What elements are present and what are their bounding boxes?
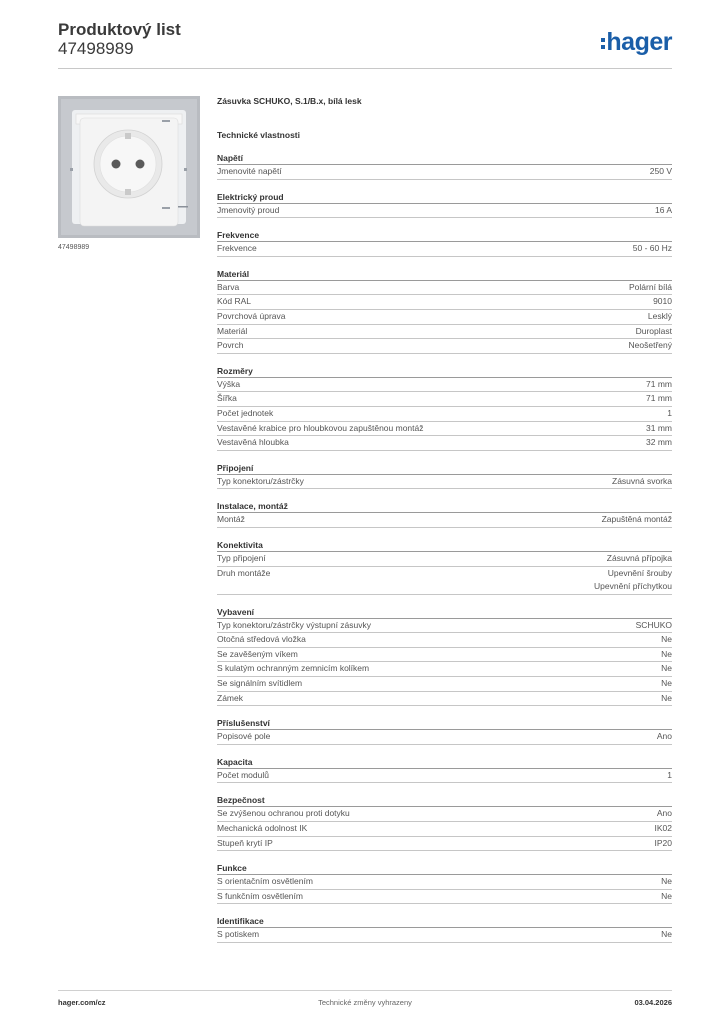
document-title: Produktový list [58,20,181,39]
group-spacer [217,180,672,190]
spec-value: Ne [661,692,672,703]
spec-row [217,677,672,692]
spec-row [217,204,672,219]
spec-label: Montáž [217,514,245,525]
spec-value: 50 - 60 Hz [632,243,672,254]
spec-value: 1 [667,769,672,780]
spec-row [217,692,672,707]
spec-group-title: Bezpečnost [217,793,672,807]
group-spacer [217,218,672,228]
spec-group [217,151,672,180]
spec-row [217,567,672,595]
group-spacer [217,904,672,914]
spec-group [217,861,672,904]
spec-group [217,499,672,528]
spec-label: Typ konektoru/zástrčky [217,475,304,486]
spec-row [217,165,672,180]
spec-row [217,662,672,677]
spec-row [217,648,672,663]
spec-label: Povrchová úprava [217,310,286,321]
spec-group [217,605,672,707]
footer-date: 03.04.2026 [634,998,672,1007]
spec-group-title: Připojení [217,461,672,475]
spec-value: Zapuštěná montáž [601,514,672,525]
group-spacer [217,783,672,793]
spec-label: Se zavěšeným víkem [217,648,298,659]
spec-group-title: Vybavení [217,605,672,619]
spec-value: Polární bílá [629,281,672,292]
spec-label: Barva [217,281,240,292]
spec-group [217,267,672,354]
spec-group [217,716,672,745]
spec-row [217,422,672,437]
spec-value: 1 [667,407,672,418]
spec-value: 71 mm [646,393,672,404]
spec-label: Jmenovité napětí [217,166,282,176]
spec-row [217,436,672,451]
spec-group [217,538,672,595]
group-spacer [217,528,672,538]
spec-row [217,890,672,905]
spec-value: 32 mm [646,437,672,448]
hager-logo [601,28,672,57]
spec-value: Ne [661,663,672,674]
spec-group [217,914,672,943]
product-image [58,96,200,238]
spec-value: SCHUKO [635,619,672,630]
spec-row [217,822,672,837]
spec-row [217,475,672,490]
spec-value: IK02 [654,823,672,834]
spec-label: Typ připojení [217,552,266,563]
product-number: 47498989 [58,39,134,58]
group-spacer [217,489,672,499]
group-spacer [217,851,672,861]
spec-group-title: Identifikace [217,914,672,928]
spec-label: Mechanická odolnost IK [217,823,308,834]
spec-label: Zámek [217,692,243,703]
spec-value: 71 mm [646,378,672,389]
spec-value: Upevnění šrouby Upevnění příchytkou [594,567,672,592]
spec-value: Zásuvná svorka [612,475,672,486]
footer-divider [58,990,672,991]
spec-row [217,513,672,528]
spec-value: Ne [661,648,672,659]
spec-label: Vestavěná hloubka [217,437,289,448]
spec-group [217,228,672,257]
spec-label: S funkčním osvětlením [217,890,303,901]
spec-group [217,755,672,784]
spec-group-title: Napětí [217,151,672,165]
spec-row [217,875,672,890]
spec-label: Popisové pole [217,731,271,742]
spec-value: Ne [661,678,672,689]
spec-row [217,310,672,325]
spec-group [217,793,672,851]
product-name: Zásuvka SCHUKO, S.1/B.x, bílá lesk [217,96,362,106]
spec-row [217,633,672,648]
spec-value: Ne [661,634,672,645]
spec-group-title: Instalace, montáž [217,499,672,513]
spec-label: Materiál [217,325,248,336]
spec-label: Otočná středová vložka [217,634,306,645]
spec-value: Ne [661,876,672,887]
spec-label: Výška [217,378,241,389]
group-spacer [217,706,672,716]
wall-socket-icon [58,96,200,238]
group-spacer [217,354,672,364]
spec-group-title: Příslušenství [217,716,672,730]
spec-label: S kulatým ochranným zemnicím kolíkem [217,663,370,674]
spec-row [217,339,672,354]
spec-group-title: Konektivita [217,538,672,552]
group-spacer [217,257,672,267]
spec-label: Vestavěné krabice pro hloubkovou zapuštěnou montáž [217,422,424,433]
spec-sheet [217,95,672,943]
spec-label: Stupeň krytí IP [217,837,273,848]
spec-value: Ano [656,731,672,742]
spec-group-title: Rozměry [217,364,672,378]
spec-label: Druh montáže [217,567,271,578]
spec-group-title: Elektrický proud [217,190,672,204]
header-divider [58,68,672,69]
spec-group-title: Materiál [217,267,672,281]
group-spacer [217,745,672,755]
spec-value: Ne [661,890,672,901]
spec-group [217,461,672,490]
spec-group-title: Funkce [217,861,672,875]
logo-text: hager [606,28,672,56]
spec-row [217,730,672,745]
document-header [58,20,672,70]
spec-row [217,928,672,943]
spec-value: 9010 [653,296,672,307]
spec-label: Se signálním svítidlem [217,678,303,689]
spec-group-title: Frekvence [217,228,672,242]
spec-label: Povrch [217,340,244,351]
spec-row [217,392,672,407]
spec-row [217,378,672,393]
spec-row [217,619,672,634]
spec-row [217,807,672,822]
logo-dots-icon [601,35,605,52]
spec-value: Neošetřený [628,340,672,351]
spec-label: Frekvence [217,243,257,254]
spec-value: 250 V [649,166,672,176]
spec-value: Ano [656,808,672,819]
spec-value: IP20 [654,837,672,848]
spec-groups [217,151,672,943]
spec-value: Duroplast [635,325,672,336]
spec-row [217,552,672,567]
spec-value: 31 mm [646,422,672,433]
spec-row [217,242,672,257]
spec-label: Počet modulů [217,769,269,780]
image-caption: 47498989 [58,244,90,251]
spec-label: S potiskem [217,929,260,940]
spec-heading: Technické vlastnosti [217,130,300,140]
spec-row [217,295,672,310]
spec-value: 16 A [654,204,672,215]
spec-value: Zásuvná přípojka [606,552,672,563]
group-spacer [217,451,672,461]
spec-group [217,190,672,219]
spec-label: Kód RAL [217,296,252,307]
spec-value: Ne [661,929,672,940]
spec-row [217,407,672,422]
group-spacer [217,595,672,605]
footer-website-link[interactable]: hager.com/cz [58,998,106,1007]
footer-note: Technické změny vyhrazeny [318,998,412,1007]
spec-value: Lesklý [647,310,672,321]
spec-label: Jmenovitý proud [217,204,280,215]
spec-label: Typ konektoru/zástrčky výstupní zásuvky [217,619,372,630]
spec-group-title: Kapacita [217,755,672,769]
spec-label: Se zvýšenou ochranou proti dotyku [217,808,350,819]
spec-row [217,281,672,296]
spec-row [217,769,672,784]
spec-group [217,364,672,451]
spec-row [217,837,672,852]
spec-row [217,325,672,340]
spec-label: Šířka [217,393,237,404]
spec-label: Počet jednotek [217,407,274,418]
spec-label: S orientačním osvětlením [217,876,313,887]
